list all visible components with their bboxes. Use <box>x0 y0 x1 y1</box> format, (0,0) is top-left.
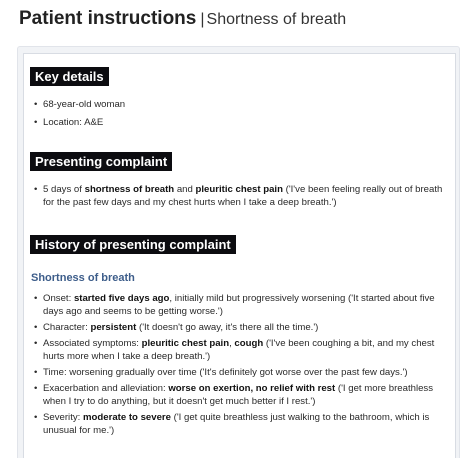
title-separator: | <box>200 11 205 28</box>
emphasis: cough <box>234 338 264 349</box>
emphasis: moderate to severe <box>83 412 171 423</box>
history-severity <box>34 411 446 437</box>
history-onset <box>34 292 446 318</box>
history-exacerbation <box>34 382 446 408</box>
emphasis: pleuritic chest pain <box>141 338 230 349</box>
key-detail-age: • 68-year-old woman <box>34 98 446 111</box>
text: Severity: <box>43 412 83 423</box>
shortness-of-breath-subheading: Shortness of breath <box>31 272 135 284</box>
page-title <box>19 6 346 32</box>
history-time <box>34 366 446 379</box>
history-heading: History of presenting complaint <box>30 235 236 254</box>
emphasis: started five days ago <box>73 293 170 304</box>
emphasis: persistent <box>90 322 137 333</box>
emphasis: pleuritic chest pain <box>195 184 283 195</box>
presenting-complaint-list <box>34 183 446 209</box>
history-associated-symptoms <box>34 337 446 363</box>
emphasis: shortness of breath <box>84 184 175 195</box>
text: ('It doesn't go away, it's there all the time.') <box>136 322 319 333</box>
history-list <box>34 292 446 440</box>
key-details-heading: Key details <box>30 67 109 86</box>
text: Onset: <box>43 293 74 304</box>
title-subtitle: Shortness of breath <box>206 11 347 28</box>
text: ('I've been coughing a bit, and my chest hurts more when I take a deep breath.') <box>43 338 435 362</box>
title-main: Patient instructions <box>19 8 197 29</box>
text: ('I get quite breathless just walking to the bathroom, which is unusual for me.') <box>43 412 430 436</box>
history-character <box>34 321 446 334</box>
key-detail-location: • Location: A&E <box>34 116 446 129</box>
text: , <box>229 338 235 349</box>
text: 5 days of <box>43 184 85 195</box>
text: ('I get more breathless when I try to do anything, but it doesn't get much better if I rest.') <box>43 383 434 407</box>
text: Character: <box>43 322 91 333</box>
text: Time: worsening gradually over time ('It's definitely got worse over the past few days.') <box>43 367 408 378</box>
presenting-complaint-heading: Presenting complaint <box>30 152 172 171</box>
key-details-list <box>34 98 446 134</box>
text: ('I've been feeling really out of breath for the past few days and my chest hurts when I take a deep breath.') <box>43 184 443 208</box>
content-panel <box>23 53 456 458</box>
presenting-complaint-item <box>34 183 446 209</box>
text: Associated symptoms: <box>43 338 142 349</box>
text: and <box>174 184 196 195</box>
text: Exacerbation and alleviation: <box>43 383 169 394</box>
content-frame <box>17 46 460 458</box>
emphasis: worse on exertion, no relief with rest <box>168 383 336 394</box>
text: , initially mild but progressively worsening ('It started about five days ago and seems to be getting worse.') <box>43 293 435 317</box>
